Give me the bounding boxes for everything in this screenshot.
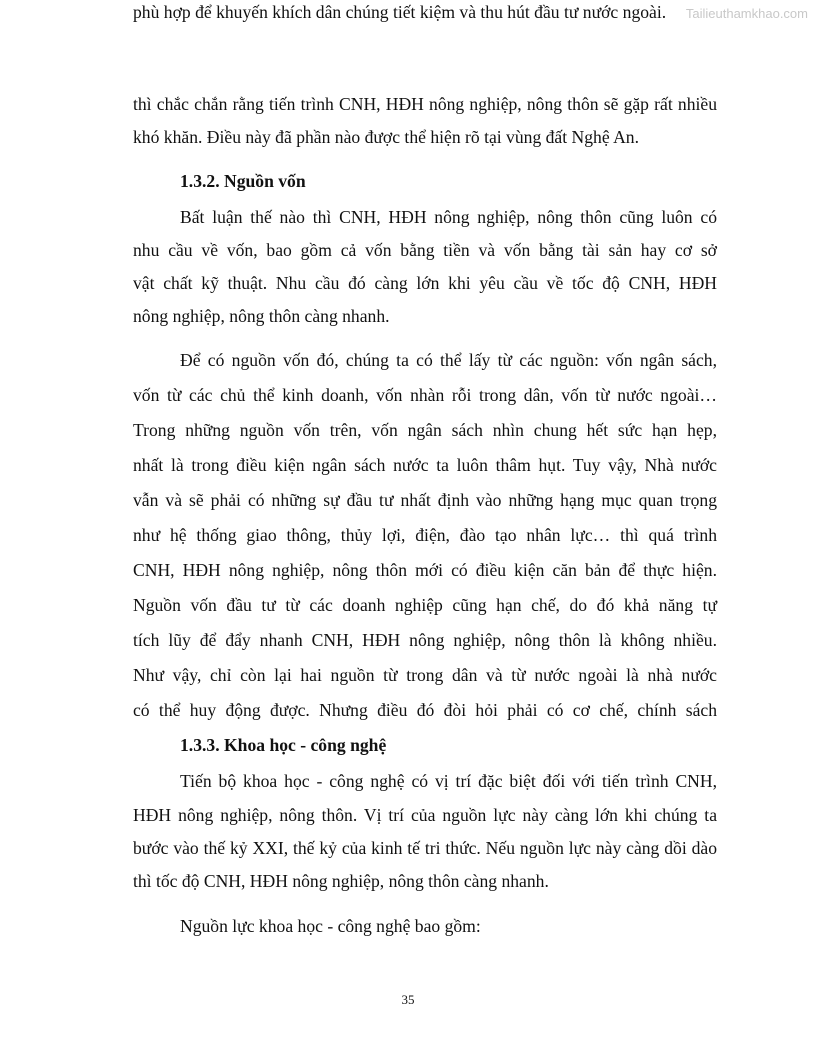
paragraph-line: nhu cầu về vốn, bao gồm cả vốn bằng tiền và vốn bằng tài sản hay cơ sở <box>133 240 717 260</box>
paragraph-line: như hệ thống giao thông, thủy lợi, điện, đào tạo nhân lực… thì quá trình <box>133 525 717 545</box>
section-heading: 1.3.3. Khoa học - công nghệ <box>180 735 387 755</box>
paragraph-line: khó khăn. Điều này đã phần nào được thể hiện rõ tại vùng đất Nghệ An. <box>133 127 639 147</box>
paragraph-line: vẫn và sẽ phải có những sự đầu tư nhất định vào những hạng mục quan trọng <box>133 490 717 510</box>
paragraph-line: Như vậy, chỉ còn lại hai nguồn từ trong dân và từ nước ngoài là nhà nước <box>133 665 717 685</box>
paragraph-line: vốn từ các chủ thể kinh doanh, vốn nhàn rỗi trong dân, vốn từ nước ngoài… <box>133 385 717 405</box>
paragraph-line: HĐH nông nghiệp, nông thôn. Vị trí của nguồn lực này càng lớn khi chúng ta <box>133 805 717 825</box>
paragraph-line: Để có nguồn vốn đó, chúng ta có thể lấy từ các nguồn: vốn ngân sách, <box>180 350 717 370</box>
paragraph-line: Nguồn lực khoa học - công nghệ bao gồm: <box>180 916 481 936</box>
paragraph-line: có thể huy động được. Nhưng điều đó đòi hỏi phải có cơ chế, chính sách <box>133 700 717 720</box>
page-number: 35 <box>401 992 415 1007</box>
paragraph-line: Trong những nguồn vốn trên, vốn ngân sách nhìn chung hết sức hạn hẹp, <box>133 420 717 440</box>
paragraph-line: nhất là trong điều kiện ngân sách nước ta luôn thâm hụt. Tuy vậy, Nhà nước <box>133 455 717 475</box>
paragraph-line: phù hợp để khuyến khích dân chúng tiết kiệm và thu hút đầu tư nước ngoài. <box>133 2 667 22</box>
paragraph-line: thì tốc độ CNH, HĐH nông nghiệp, nông thôn càng nhanh. <box>133 871 549 891</box>
paragraph-line: vật chất kỹ thuật. Nhu cầu đó càng lớn khi yêu cầu về tốc độ CNH, HĐH <box>133 273 717 293</box>
watermark: Tailieuthamkhao.com <box>685 6 808 21</box>
paragraph-line: Bất luận thế nào thì CNH, HĐH nông nghiệp, nông thôn cũng luôn có <box>180 207 717 227</box>
paragraph-line: tích lũy để đẩy nhanh CNH, HĐH nông nghiệp, nông thôn là không nhiều. <box>133 630 717 650</box>
section-heading: 1.3.2. Nguồn vốn <box>180 171 306 191</box>
paragraph-line: thì chắc chắn rằng tiến trình CNH, HĐH nông nghiệp, nông thôn sẽ gặp rất nhiều <box>133 94 717 114</box>
paragraph-line: CNH, HĐH nông nghiệp, nông thôn mới có điều kiện căn bản để thực hiện. <box>133 560 717 580</box>
paragraph-line: bước vào thế kỷ XXI, thế kỷ của kinh tế tri thức. Nếu nguồn lực này càng dồi dào <box>133 838 717 858</box>
paragraph-line: nông nghiệp, nông thôn càng nhanh. <box>133 306 390 326</box>
paragraph-line: Nguồn vốn đầu tư từ các doanh nghiệp cũng hạn chế, do đó khả năng tự <box>133 595 717 615</box>
paragraph-line: Tiến bộ khoa học - công nghệ có vị trí đặc biệt đối với tiến trình CNH, <box>180 771 717 791</box>
